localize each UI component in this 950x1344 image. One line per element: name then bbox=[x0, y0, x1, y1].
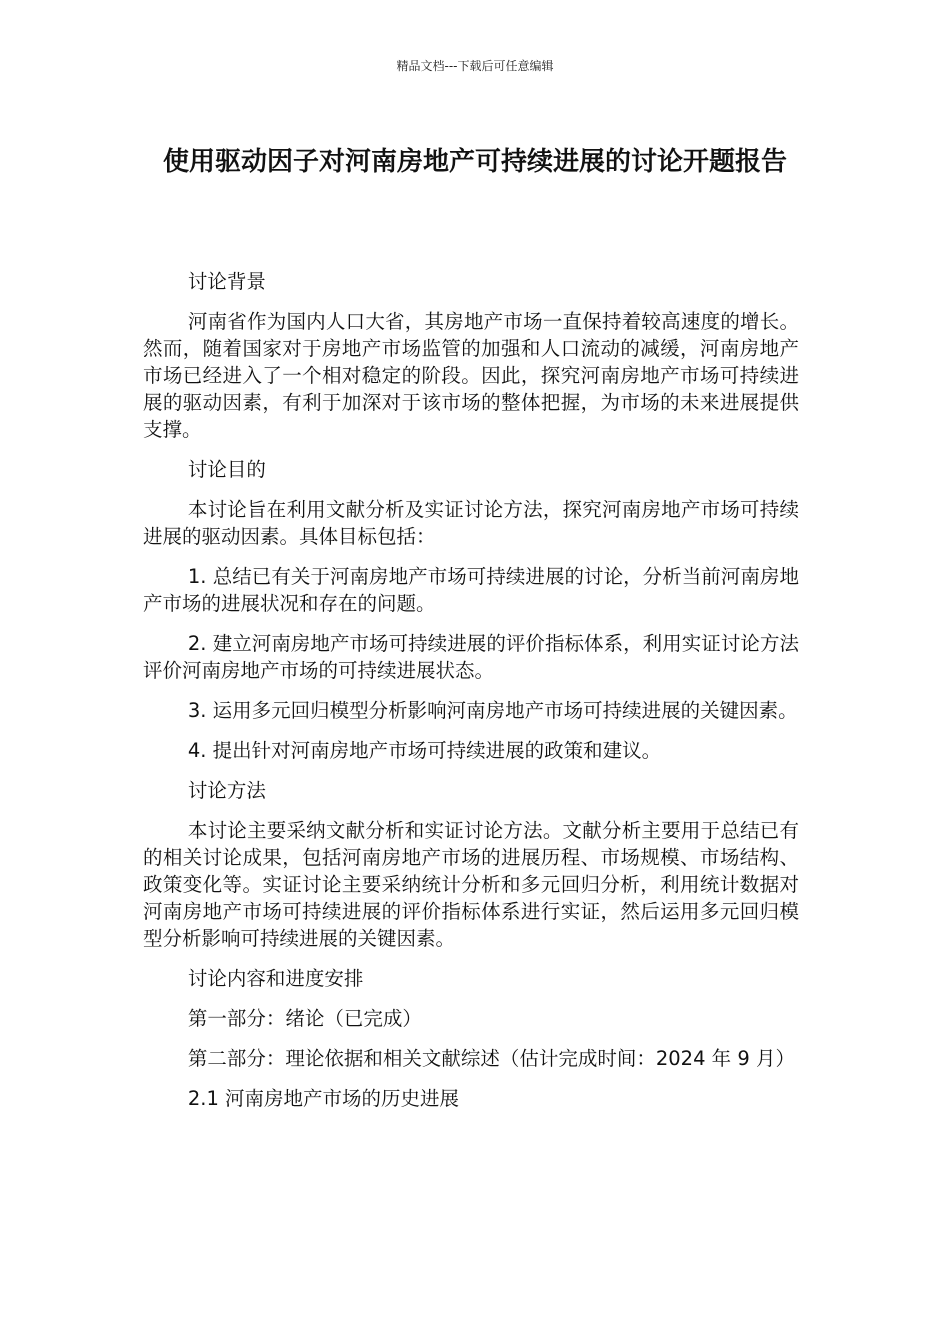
list-item-goal-4: 4. 提出针对河南房地产市场可持续进展的政策和建议。 bbox=[187, 739, 662, 762]
schedule-subitem-2-1: 2.1 河南房地产市场的历史进展 bbox=[187, 1087, 460, 1110]
schedule-item-part-2: 第二部分：理论依据和相关文献综述（估计完成时间：2024 年 9 月） bbox=[187, 1047, 795, 1070]
section-heading-background: 讨论背景 bbox=[187, 270, 266, 293]
schedule-item-part-1: 第一部分：绪论（已完成） bbox=[187, 1007, 422, 1030]
paragraph-purpose: 本讨论旨在利用文献分析及实证讨论方法，探究河南房地产市场可持续进展的驱动因素。具体目标包括： bbox=[143, 498, 799, 548]
list-item-goal-3: 3. 运用多元回归模型分析影响河南房地产市场可持续进展的关键因素。 bbox=[187, 699, 798, 722]
list-item-goal-2: 2. 建立河南房地产市场可持续进展的评价指标体系，利用实证讨论方法评价河南房地产市场的可持续进展状态。 bbox=[143, 632, 799, 682]
section-heading-schedule: 讨论内容和进度安排 bbox=[187, 967, 364, 990]
document-title: 使用驱动因子对河南房地产可持续进展的讨论开题报告 bbox=[162, 147, 787, 177]
section-heading-purpose: 讨论目的 bbox=[187, 458, 266, 481]
paragraph-background: 河南省作为国内人口大省，其房地产市场一直保持着较高速度的增长。然而，随着国家对于房地产市场监管的加强和人口流动的减缓，河南房地产市场已经进入了一个相对稳定的阶段。因此，探究河南房地产市场可持续进展的驱动因素，有利于加深对于该市场的整体把握，为市场的未来进展提供支撑。 bbox=[143, 310, 799, 441]
paragraph-method: 本讨论主要采纳文献分析和实证讨论方法。文献分析主要用于总结已有的相关讨论成果，包括河南房地产市场的进展历程、市场规模、市场结构、政策变化等。实证讨论主要采纳统计分析和多元回归分析，利用统计数据对河南房地产市场可持续进展的评价指标体系进行实证，然后运用多元回归模型分析影响可持续进展的关键因素。 bbox=[143, 819, 799, 950]
section-heading-method: 讨论方法 bbox=[187, 779, 266, 802]
list-item-goal-1: 1. 总结已有关于河南房地产市场可持续进展的讨论，分析当前河南房地产市场的进展状况和存在的问题。 bbox=[143, 565, 799, 615]
header-note: 精品文档---下载后可任意编辑 bbox=[396, 59, 554, 73]
document-body bbox=[143, 268, 799, 1125]
